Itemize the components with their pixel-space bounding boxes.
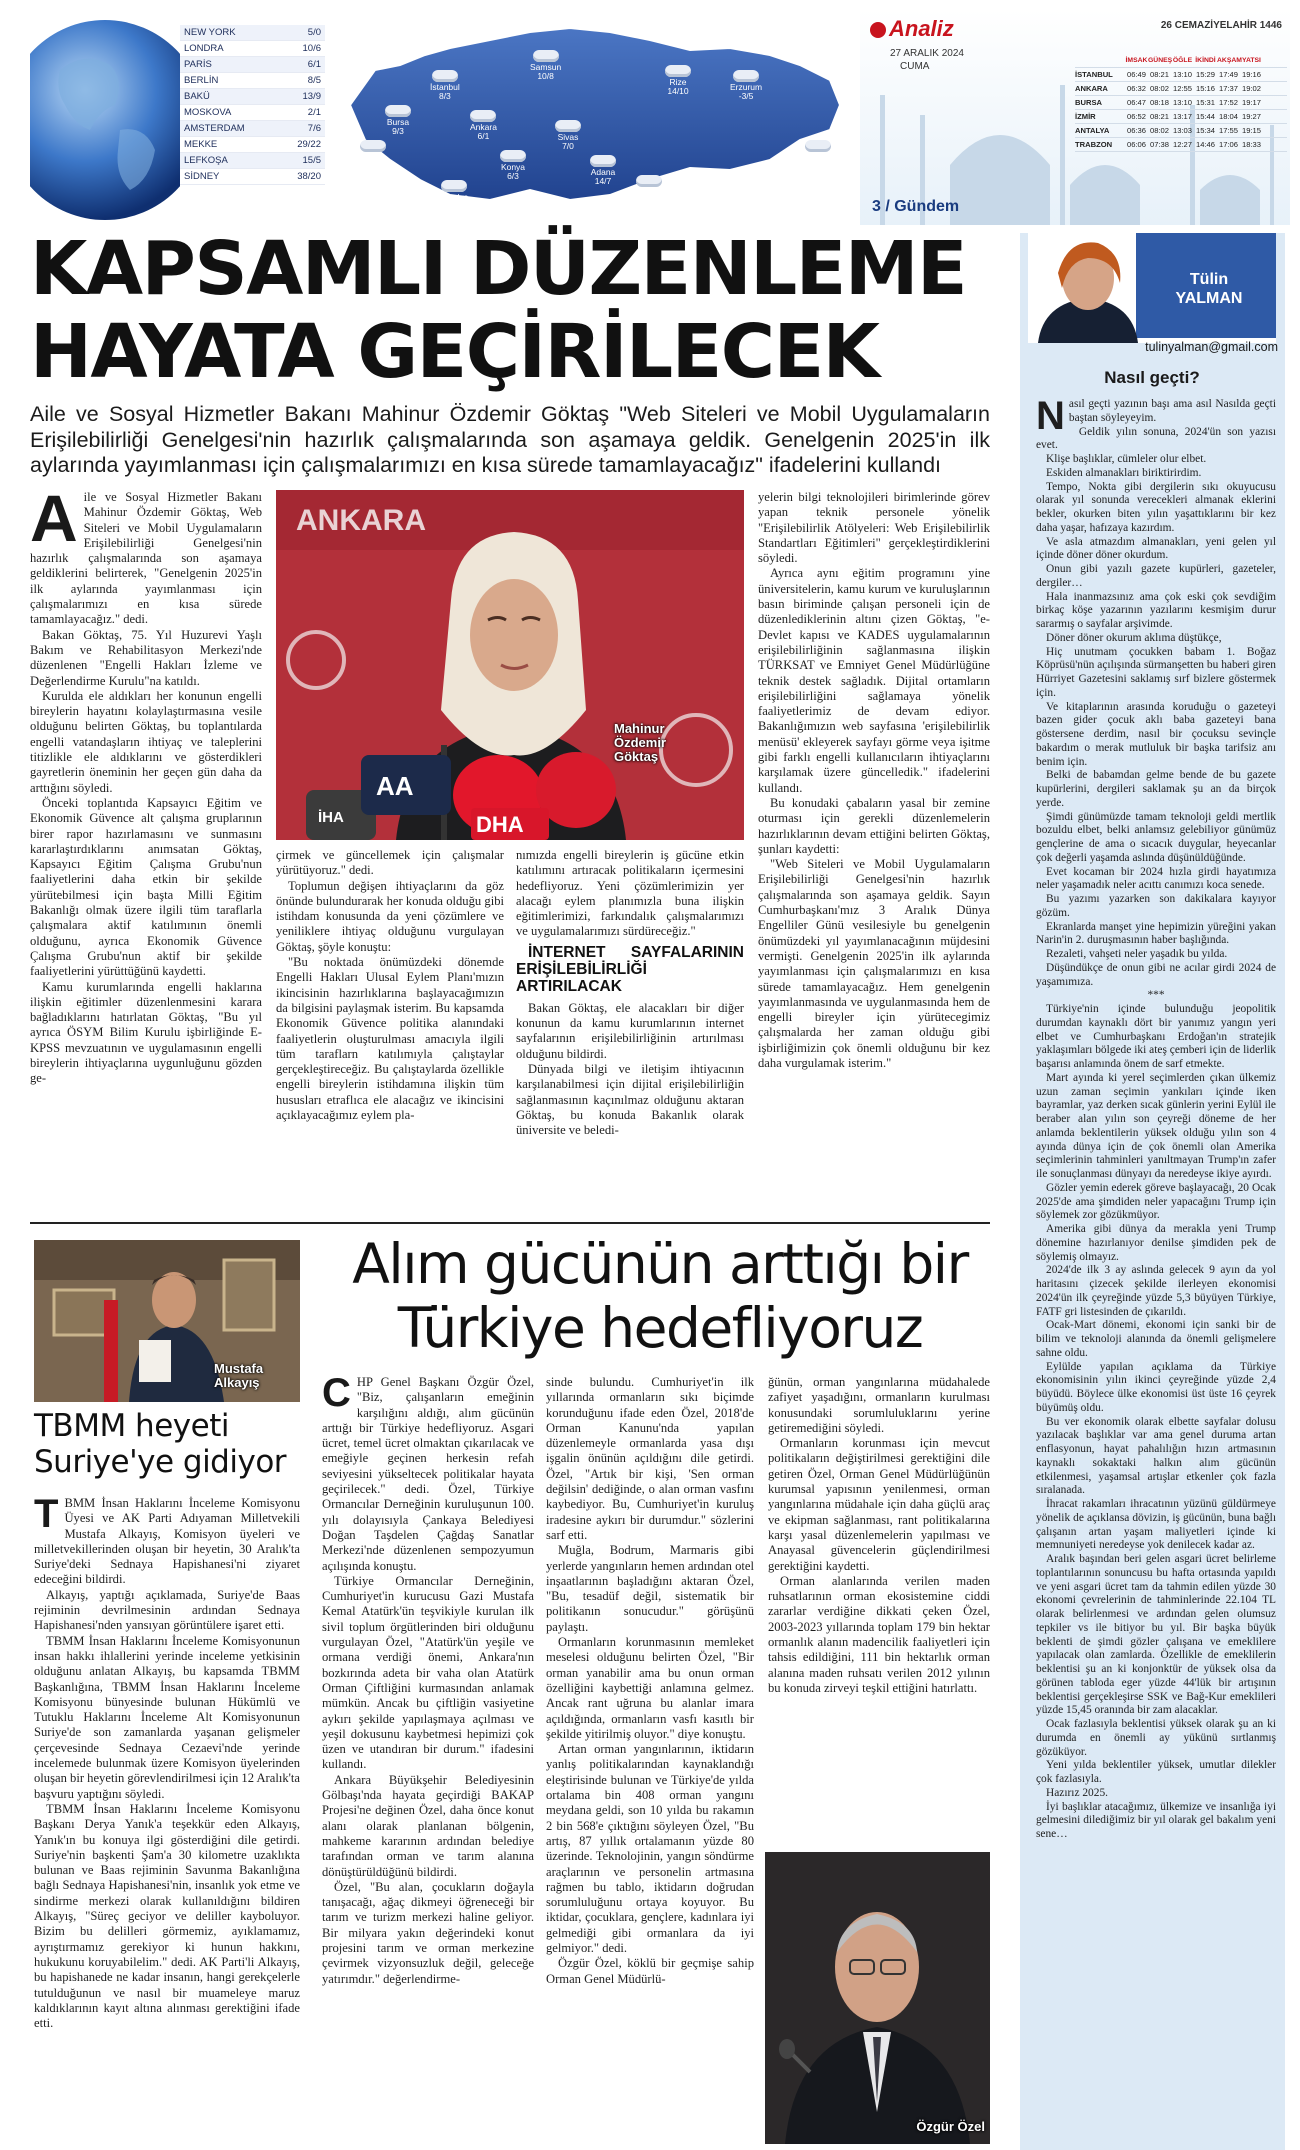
city-temp: 7/6 — [307, 123, 321, 134]
cloud-icon — [470, 110, 496, 122]
column-paragraph: İyi başlıklar atacağımız, ülkemize ve insanlığa iyi gelmesini dilediğimiz bir yıl olarak gel bakalım yeni sene… — [1036, 1800, 1276, 1840]
cloud-icon — [636, 175, 662, 187]
paragraph: "Web Siteleri ve Mobil Uygulamaların Erişilebilirliği Genelgesi'nin hazırlık çalışmalarında son aşamaya geldik. Sayın Cumhurbaşkanı'mız 3 Aralık Dünya Engelliler Günü vesilesiyle bu genelgenin önümüzdeki yıl yayımlanacağının müjdesini vermişti. Genelgenin 2025'in ilk aylarında yayımlanması için çalışmalarımızı en kısa sürede tamamlayacağız. Hem genelgenin yayımlanmasında ve uygulanmasında hem de engelli bireyler için yürütecegimiz çalışmalarda her zaman olduğu gibi işbirliğimizin çok önemli olduğunu bir kez daha vurgulamak isterim." — [758, 857, 990, 1070]
prayer-time-cell: 19:15 — [1241, 126, 1261, 135]
column-paragraph: Klişe başlıklar, cümleler olur elbet. — [1046, 453, 1207, 465]
map-city-temp: 6/3 — [507, 170, 519, 181]
prayer-table-row — [1075, 82, 1287, 96]
column-paragraph: *** — [1147, 989, 1165, 1002]
column-paragraph: Evet kocaman bir 2024 hızla girdi hayatımıza neler yaşamadık neler acıttı canımızı koca senede. — [1036, 865, 1276, 892]
map-city-label — [665, 65, 691, 96]
prayer-time-cell: 08:18 — [1149, 98, 1169, 107]
prayer-time-cell: 08:02 — [1149, 126, 1169, 135]
dropcap: C — [322, 1375, 351, 1415]
column-paragraph: Bu yazımı yazarken son dakikalara kayıyor gözüm. — [1036, 893, 1276, 919]
dropcap: A — [30, 490, 78, 555]
paragraph: Bu konudaki çabaların yasal bir zemine oturması için gerekli düzenlemelerin hazırlıklarının devam ettiğini belirten Göktaş, şunları kaydetti: — [758, 795, 990, 856]
map-city-label — [360, 140, 386, 171]
author-name — [1145, 270, 1273, 308]
paragraph: Toplumun değişen ihtiyaçlarını da göz önünde bulundurarak her konuda olduğu gibi istihdam konusunda da yeni çözümlere ve yeniliklere ihtiyaç olduğunu vurgulayan Göktaş, şöyle konuştu: — [276, 878, 504, 954]
column-paragraph: Belki de babamdan gelme bende de bu gazete kupürlerini, dergileri saklamak şu an da birçok yerde. — [1036, 769, 1276, 809]
main-headline-line1: KAPSAMLI DÜZENLEME — [30, 226, 967, 312]
cloud-icon — [432, 70, 458, 82]
city-name: MOSKOVA — [184, 107, 232, 118]
prayer-time-cell: 19:17 — [1241, 98, 1261, 107]
cloud-icon — [385, 105, 411, 117]
main-photo-caption: Mahinur Özdemir Göktaş — [614, 721, 667, 764]
issue-date — [890, 48, 964, 73]
prayer-time-cell: 08:21 — [1149, 112, 1169, 121]
prayer-table-row — [1075, 110, 1287, 124]
prayer-time-cell: 13:17 — [1172, 112, 1192, 121]
prayer-time-cell: 17:37 — [1218, 84, 1238, 93]
paragraph: Özel, "Bu alan, çocukların doğayla tanışacağı, ağaç dikmeyi öğreneceği bir tarım ve turizm merkezi haline geliyor. Bir milyara yakın değerindeki konut projesini tarım ve orman merkezine çevirmek vizyonsuzluk değil, geleceğe yatırımdır." değerlendirme- — [322, 1879, 534, 1986]
prayer-city: ANTALYA — [1075, 126, 1110, 135]
newspaper-logo — [870, 16, 954, 42]
tbmm-headline: TBMM heyeti Suriye'ye gidiyor — [34, 1408, 287, 1480]
main-story-column-1 — [30, 490, 262, 1205]
section-divider — [30, 1222, 990, 1224]
map-city-name: İzmir — [363, 152, 383, 162]
main-story-column-2 — [276, 848, 504, 1205]
paragraph: ile ve Sosyal Hizmetler Bakanı Mahinur Özdemir Göktaş, Web Siteleri ve Mobil Uygulamaların Erişilebilirliği Genelgesi'nin hazırlık çalışmalarında son aşamaya geldiklerini belirterek, "Genelgenin 2025'in ilk aylarında yayımlanması için çalışmalarımızı en kısa sürede tamamlayacağız." dedi. — [30, 490, 262, 627]
cloud-icon — [360, 140, 386, 152]
map-city-label — [500, 150, 526, 181]
paragraph: Orman alanlarında verilen maden ruhsatlarının orman ekosistemine ciddi zararlar verdiğine dikkati çeken Özel, 2003-2023 yıllarında toplam 179 bin hektar ormanlık alanın madencilik faaliyetleri için tahsis edildiğini, 111 bin hektarlık orman alanına maden ruhsatı verilen 2012 yılının bu konuda zirveyi teşkil ettiğini hatırlattı. — [768, 1573, 990, 1695]
mic-flag-aa: AA — [376, 771, 414, 801]
main-story-photo — [276, 490, 744, 840]
map-city-label — [440, 180, 468, 211]
minister-photo — [276, 490, 744, 840]
prayer-time-cell: 15:44 — [1195, 112, 1215, 121]
column-paragraph: Amerika gibi dünya da merakla yeni Trump dönemine hazırlanıyor denilse şimdiden pek de söylemiş olmayız. — [1036, 1223, 1276, 1263]
city-temp: 38/20 — [297, 171, 321, 182]
map-city-temp: 12/4 — [364, 160, 382, 171]
prayer-time-cell: 06:49 — [1126, 70, 1146, 79]
cloud-icon — [733, 70, 759, 82]
city-name: NEW YORK — [184, 27, 236, 38]
map-city-temp: 14/7 — [594, 175, 612, 186]
prayer-city: ANKARA — [1075, 84, 1108, 93]
paragraph: Muğla, Bodrum, Marmaris gibi yerlerde yangınların hemen ardından otel inşaatlarının başladığını aktaran Özel, "Bu, tesadüf değil, sistematik bir politikanın sonucudur." görüşünü paylaştı. — [546, 1543, 754, 1634]
map-city-temp: 10/8 — [537, 70, 554, 81]
ozel-headline-line2: Türkiye hedefliyoruz — [397, 1296, 923, 1360]
prayer-time-cell: 19:02 — [1241, 84, 1261, 93]
map-city-temp: 7/0 — [562, 140, 574, 151]
paragraph: Önceki toplantıda Kapsayıcı Eğitim ve Ekonomik Güvence alt çalışma gruplarının birer rapor hazırlamasını ve sunmasını kararlaştırdıklarını anımsatan Göktaş, Kapsayıcı Eğitim Çalışma Grubu'nun faaliyetlerini daha etkin bir şekilde yürütebilmesi için başta Milli Eğitim Bakanlığı olmak üzere ilgili tüm taraflarla çalışmalara aktif katılımının önemli olduğunu, ayrıca Ekonomik Güvence Çalışma Grubu'nun aktif bir şekilde faaliyetlerini yürüttüğünü kaydetti. — [30, 795, 262, 979]
ozel-headline — [330, 1232, 990, 1360]
main-story-column-3 — [516, 848, 744, 1205]
city-name: LEFKOŞA — [184, 155, 228, 166]
ozel-photo — [765, 1852, 990, 2144]
main-headline — [30, 228, 990, 394]
map-city-label — [430, 70, 460, 101]
column-paragraph: Hala inanmazsınız ama çok eski çok sevdiğim birkaç köşe yazarının yazılarını kesmişim durur sararmış o sayfalar arşivimde. — [1036, 590, 1276, 630]
column-paragraph: Ve kitaplarının arasında koruduğu o gazeteyi bazen gider çocuk aklı baba gazeteyi bana göstersene derdim, nasıl bir çocuksu sevinçle bakardım o merak mutluluk bir başka tarifsiz anı benim için. — [1036, 700, 1276, 768]
column-paragraph: Bu ver ekonomik olarak elbette sayfalar dolusu yazılacak başlıklar var ama genel duruma artan enflasyonun, hayat pahalılığın hızın artmasının kaynaklı sokaktaki halkın alım gücünün etkilenmesi, yaşamsal artışlar etkenler çok fazla sıralanada. — [1036, 1415, 1276, 1497]
map-city-name: Van — [810, 152, 826, 162]
map-city-name: Erzurum — [730, 82, 763, 92]
prayer-time-cell: 15:16 — [1195, 84, 1215, 93]
logo-text: Analiz — [889, 16, 954, 41]
paragraph: Bakan Göktaş, ele alacakları bir diğer konunun da kamu kurumlarının internet sayfalarının erişilebilirliğinin artırılması olduğunu bildirdi. — [516, 1000, 744, 1061]
map-city-label — [730, 70, 762, 101]
ozel-column-1 — [322, 1375, 534, 2145]
city-temp: 8/5 — [307, 75, 321, 86]
world-weather-row — [180, 57, 325, 73]
paragraph: Kurulda ele aldıkları her konunun engelli bireylerin hayatını kolaylaştırmasına vesile olduğunu belirten Göktaş, bu toplantılarda engelli vatandaşların ihtiyaç ve taleplerini titizlikle ele aldıklarını ve gösterdikleri gayretlerin öneminin her geçen gün daha da arttığını söyledi. — [30, 688, 262, 795]
prayer-time-cell: 17:06 — [1218, 140, 1238, 149]
map-city-name: İstanbul — [430, 82, 460, 92]
backdrop-text: ANKARA — [296, 504, 426, 537]
paragraph: Alkayış, yaptığı açıklamada, Suriye'de Baas rejiminin devrilmesinin ardından Sednaya Hapishanesi'nden yansıyan görüntülere işaret etti. — [34, 1587, 300, 1633]
main-story-column-4 — [758, 490, 990, 1205]
main-deck: Aile ve Sosyal Hizmetler Bakanı Mahinur Özdemir Göktaş "Web Siteleri ve Mobil Uygulamaların Erişilebilirliği Genelgesi'nin hazırlık çalışmalarında son aşamaya geldik. Genelgenin 2025'in ilk aylarında yayımlanması için çalışmalarımızı en kısa sürede tamamlayacağız" ifadelerini kullandı — [30, 402, 990, 477]
prayer-time-cell: 08:21 — [1149, 70, 1169, 79]
prayer-time-cell: 06:47 — [1126, 98, 1146, 107]
city-temp: 10/6 — [302, 43, 321, 54]
prayer-time-cell: 06:32 — [1126, 84, 1146, 93]
column-paragraph: Düşündükçe de onun gibi ne acılar girdi 2024 de yaşamımıza. — [1036, 961, 1276, 988]
prayer-time-cell: 17:52 — [1218, 98, 1238, 107]
column-paragraph: Aralık başından beri gelen asgari ücret belirleme toplantılarının sonuncusu bu hafta ortasında yapıldı ve yeni asgari ücret tam da tahmin edilen yüzde 30 ekonomi çevrelerinin de tahminlerinde 22.104 TL olarak belirlenmesi ve ardından gelen olumsuz tepkiler vs ile bitiyor bu yıl. Bir başka büyük beklenti de şimdi gözler çalışana ve emeklilere yapılacak olan zamlarda. Özellikle de emeklilerin beklentisi şu an ki konjonktür de yüksek olsa da görünen tabloda eger yüzde 44'lük bir artışının beklentisi gerçekleşirse SSK ve Bağ-Kur emeklileri yüzde 15,45 oranında bir zam alacaklar. — [1036, 1553, 1276, 1717]
city-temp: 2/1 — [307, 107, 321, 118]
prayer-time-cell: 08:02 — [1149, 84, 1169, 93]
ozel-column-2 — [546, 1375, 754, 2145]
column-paragraph: İhracat rakamları ihracatının yüzünü güldürmeye yönelik de açıklansa dövizin, iş gücünün, buna bağlı çalışanın artan yaşam maliyetleri içinde ki memnuniyeti neredeyse yok denilecek kadar az. — [1036, 1498, 1276, 1552]
paragraph: TBMM İnsan Haklarını İnceleme Komisyonu Başkanı Derya Yanık'a teşekkür eden Alkayış, Yanık'ın bu konuya ilgi gösterdiğini dile getirdi. Suriye'nin başkenti Şam'a 30 kilometre uzaklıkta bulunan ve Baas rejiminin Savunma Bakanlığına bağlı Sednaya Hapishanesi'nin, insanlık yok etme ve sindirme merkezi olarak kullanıldığını bildiren Alkayış, "Süreç geciyor ve deliller kayboluyor. Bizim bu delilleri görmemiz, ayıklamamız, ayrıştırmamız gerekiyor ki hunun hakkını, hukukunu koruyabilelim." dedi. AK Parti'li Alkayış, bu hapishanede ne kadar insanın, hangi gerekçelerle tutulduğunun ve nasıl bir muameleye maruz kaldıklarının kayıt altına alınması gerektiğini ifade etti. — [34, 1801, 300, 2031]
prayer-time-cell: 17:49 — [1218, 70, 1238, 79]
prayer-time-cell: 15:34 — [1195, 126, 1215, 135]
column-paragraph: Geldik yılın sonuna, 2024'ün son yazısı evet. — [1036, 425, 1276, 452]
city-temp: 6/1 — [307, 59, 321, 70]
paragraph: Dünyada bilgi ve iletişim ihtiyacının karşılanabilmesi için dijital erişilebilirliğin sağlanmasının kaçınılmaz olduğunu aktaran Göktaş, bu konuda Bakanlık olarak üniversite ve beledi- — [516, 1061, 744, 1138]
cloud-icon — [590, 155, 616, 167]
map-city-label — [805, 140, 831, 171]
world-weather-row — [180, 73, 325, 89]
portrait-photo — [765, 1852, 990, 2144]
map-city-name: Sivas — [557, 132, 579, 142]
prayer-header-cell: İKİNDİ — [1195, 57, 1216, 64]
day-text: CUMA — [900, 60, 930, 72]
prayer-table-row — [1075, 96, 1287, 110]
column-paragraph: 2024'de ilk 3 ay aslında gelecek 9 ayın da yol haritasını çizecek şekilde ilerleyen ekonomisi 2024'ün ilk çeyreğinde yüzde 5,3 büyüyen Türkiye, FATF gri listesinden de çıkarıldı. — [1036, 1264, 1276, 1318]
prayer-table-row — [1075, 138, 1287, 152]
paragraph: sinde bulundu. Cumhuriyet'in ilk yıllarında ormanların sıkı biçimde korunduğunu ifade eden Özel, 2018'de Orman Kanunu'nda yapılan düzenlemeyle ormanlarda yasa dışı işgalin önünün açıldığını dile getirdi. Özel, "Artık bir kişi, 'Sen orman değilsin' dediğinde, o alan orman vasfını kaybediyor. Bu, Cumhuriyet'in kuruluş iradesine aykırı bir durumdur." sözlerini sarf etti. — [546, 1375, 754, 1542]
world-weather-row — [180, 105, 325, 121]
paragraph: Ayrıca aynı eğitim programını yine üniversitelerin, kamu kurum ve kuruluşlarının basın biriminde çalışan personeli için de düzenlediklerinin altını çizen Göktaş, "e-Devlet kapısı ve KADES uygulamalarının erişilebilirliğinin sağlanmasına ilişkin TÜRKSAT ve Emniyet Genel Müdürlüğüne teknik destek sağladık. Dijital ortamların erişilebilirliğini sağlamaya yönelik faaliyetlerimiz de devam ediyor. Bakanlığımızın web sayfasına 'erişilebilirlik menüsü' ekleyerek sayfayı görme veya işitme gibi farklı engelli kullanıcıların ihtiyaçlarını karşılamak üzere güncelledik." ifadelerini kullandı. — [758, 566, 990, 795]
column-paragraph: Hiç unutmam çocukken babam 1. Boğaz Köprüsü'nün açılışında sürmanşetten bu haberi giren Hürriyet Gazetesini saklamış sırf bizlere göstermek için. — [1036, 645, 1276, 699]
map-city-name: Konya — [500, 162, 526, 172]
map-city-temp: 9/4 — [643, 195, 656, 206]
prayer-time-cell: 18:04 — [1218, 112, 1238, 121]
prayer-time-cell: 19:27 — [1241, 112, 1261, 121]
prayer-city: İZMİR — [1075, 112, 1096, 121]
city-temp: 29/22 — [297, 139, 321, 150]
world-weather-row — [180, 121, 325, 137]
logo-mark-icon — [870, 22, 886, 38]
prayer-time-cell: 13:10 — [1172, 98, 1192, 107]
prayer-header-cell: ÖĞLE — [1172, 57, 1193, 64]
tbmm-story-body — [34, 1496, 300, 2146]
column-paragraph: Yeni yılda beklentiler yüksek, umutlar dilekler çok fazlasıyla. — [1036, 1759, 1276, 1785]
city-name: PARİS — [184, 59, 212, 70]
map-city-name: Samsun — [530, 62, 562, 72]
paragraph: Bakan Göktaş, 75. Yıl Huzurevi Yaşlı Bakım ve Rehabilitasyon Merkezi'nde düzenlenen "Engelli Hakları İzleme ve Değerlendirme Kurulu"na katıldı. — [30, 627, 262, 688]
paragraph-text: asıl geçti yazının başı ama asıl Nasılda geçti baştan söyleyeyim. — [1068, 398, 1276, 424]
prayer-header-cell: GÜNEŞ — [1148, 57, 1173, 64]
column-paragraph: Türkiye'nin içinde bulunduğu jeopolitik durumdan kaynaklı dört bir yanımız yangın yeri elbet ve Cumhurbaşkanı Erdoğan'ın stratejik yaklaşımları bölgede iki ateş çemberi için de liderlik başarısı anlamında önem de sarf etmekte. — [1036, 1003, 1276, 1070]
map-city-label — [470, 110, 497, 141]
dropcap: T — [34, 1496, 59, 1536]
prayer-table-row — [1075, 68, 1287, 82]
cloud-icon — [665, 65, 691, 77]
map-city-temp: 16/10 — [443, 200, 465, 211]
column-paragraph: Rezaleti, vahşeti neler yaşadık bu yılda. — [1046, 948, 1228, 960]
globe-icon — [30, 10, 180, 225]
map-city-temp: 14/10 — [667, 85, 689, 96]
map-city-temp: 7/-3 — [810, 160, 826, 171]
map-city-temp: 6/1 — [477, 130, 490, 141]
world-weather-row — [180, 137, 325, 153]
column-paragraph: Hazırız 2025. — [1046, 1786, 1108, 1799]
prayer-time-cell: 06:06 — [1126, 140, 1146, 149]
prayer-city: İSTANBUL — [1075, 70, 1113, 79]
map-city-label — [555, 120, 581, 151]
city-name: MEKKE — [184, 139, 218, 150]
section-subhead: İNTERNET SAYFALARININ ERİŞİLEBİLİRLİĞİ ARTIRILACAK — [516, 943, 744, 995]
paragraph: Türkiye Ormancılar Derneğinin, Cumhuriyet'in kurucusu Gazi Mustafa Kemal Atatürk'ün teşvikiyle kurulan ilk sivil toplum örgütlerinden biri olduğunu vurgulayan Özel, "Atatürk'ün yeşile ve ormana verdiği önemi, Ankara'nın bozkırında adeta bir vaha olan Atatürk Orman Çiftliğini kurmasından anlamak mümkün. Ancak bu çiftliğin vasiyetine aykırı şekilde yapılaşmaya açılması ve yeşil dokusunu kaybetmesi hepimizi çok üzen ve utandıran bir durum." ifadesini kullandı. — [322, 1573, 534, 1772]
paragraph: "Bu noktada önümüzdeki dönemde Engelli Hakları Ulusal Eylem Planı'mızın ikincisinin hazırlıklarına başlayacağımızın da bilgisini paylaşmak isterim. Bu kapsamda Ekonomik Güvence politika alanındaki faaliyetlerin oluşturulması amacıyla ilgili tüm taraflarn katılımıyla çalıştaylar gerçekleştireceğiz. Bu çalıştaylarda özellikle engelli bireylerin istihdamına ilişkin tüm hususları etraflıca ele alacağız ve ikincisini açıklayacağımız eylem pla- — [276, 955, 504, 1123]
paragraph: Artan orman yangınlarının, iktidarın yanlış politikalarından kaynaklandığı eleştirisinde bulunan ve Türkiye'de yılda ortalama bin 408 orman yangını meydana geldi, son 10 yılda bu rakamın 2 bin 568'e çıktığını söyleyen Özel, "Bu artış, 87 yıllık ortalamanın yüzde 80 üzerinde. Teknolojinin, yangın söndürme araçlarının ve personelin artmasına rağmen bu tablo, iktidarın doğrudan sorumluluğunu ortaya koyuyor. Bu iktidar, çocuklara, gençlere, kadınlara iyi gelmediği gibi ormanlara da iyi gelmiyor." dedi. — [546, 1742, 754, 1955]
prayer-time-cell: 12:55 — [1172, 84, 1192, 93]
column-paragraph: Ekranlarda manşet yine hepimizin yüreğini yakan Narin'in 2. duruşmasının haber başlığında. — [1036, 920, 1276, 947]
prayer-table-row — [1075, 124, 1287, 138]
cloud-icon — [441, 180, 467, 192]
paragraph: Ormanların korunması için mevcut politikaların değiştirilmesi gerektiğini dile getiren Özel, Orman Genel Müdürlüğünün kurumsal yapısının yenilenmesi, orman yangınlarına müdahale için daha güçlü araç ve ekipman sağlanması, rant politikalarına karşı yasal düzenlemelerin yapılması ve Anayasal güvencelerin güçlendirilmesi gerektiğini kaydetti. — [768, 1436, 990, 1573]
column-paragraph: Tempo, Nokta gibi dergilerin sıkı okuyucusu olarak yıl sonunda verecekleri almanak eklerini bekler, okurken biten yılın yaşattıklarını bir kez daha yaşar, hafızaya kazırdım. — [1036, 480, 1276, 534]
main-headline-line2: HAYATA GEÇİRİLECEK — [30, 309, 879, 395]
cloud-icon — [555, 120, 581, 132]
paragraph: HP Genel Başkanı Özgür Özel, "Biz, çalışanların emeğinin karşılığını aldığı, alım gücünün arttığı bir Türkiye hedefliyoruz. Asgari ücret, temel ücret olmaktan çıkarılacak ve emeğiyle geçinen herkesin refah seviyesini yükseltecek politikalar hayata geçirilecek." dedi. Özel, Türkiye Ormancılar Derneğinin kuruluşunun 100. yılı dolayısıyla Çankaya Belediyesi Doğan Taşdelen Çağdaş Sanatlar Merkezi'nde düzenlenen sempozyumun açılışında konuştu. — [322, 1375, 534, 1573]
world-weather-row — [180, 153, 325, 169]
paragraph: yelerin bilgi teknolojileri birimlerinde görev yapan teknik personele yönelik "Erişilebilirlik Atölyeleri: Web Erişilebilirlik Standartları Eğitimleri" gerçekleştirdiklerini söyledi. — [758, 490, 990, 566]
ozel-photo-caption: Özgür Özel — [916, 2119, 985, 2134]
column-title: Nasıl geçti? — [1104, 368, 1200, 387]
date-text: 27 ARALIK 2024 — [890, 48, 964, 59]
map-city-label — [385, 105, 411, 136]
mic-flag-iha: İHA — [318, 809, 344, 826]
column-paragraph: Eskiden almanakları biriktirirdim. — [1046, 466, 1202, 479]
mic-flag-dha: DHA — [476, 812, 524, 837]
prayer-time-cell: 06:36 — [1126, 126, 1146, 135]
map-city-temp: 8/3 — [438, 90, 451, 101]
map-city-name: Diyarbakır — [630, 187, 669, 197]
prayer-time-cell: 12:27 — [1172, 140, 1192, 149]
ozel-headline-line1: Alım gücünün arttığı bir — [352, 1232, 968, 1296]
prayer-times-table — [1075, 54, 1287, 152]
map-city-label — [590, 155, 616, 186]
column-paragraph: Onun gibi yazılı gazete kupürleri, gazeteler, dergiler… — [1036, 563, 1276, 589]
masthead-prayer-times — [860, 10, 1290, 225]
author-last-name: YALMAN — [1175, 290, 1243, 307]
prayer-table-header — [1075, 54, 1287, 68]
paragraph: çirmek ve güncellemek için çalışmalar yürütüyoruz." dedi. — [276, 848, 504, 878]
prayer-time-cell: 18:33 — [1241, 140, 1261, 149]
cloud-icon — [805, 140, 831, 152]
cloud-icon — [533, 50, 559, 62]
city-temp: 13/9 — [302, 91, 321, 102]
dropcap: N — [1036, 398, 1065, 438]
hijri-date: 26 CEMAZİYELAHİR 1446 — [1160, 20, 1282, 31]
city-temp: 5/0 — [307, 27, 321, 38]
prayer-time-cell: 06:52 — [1126, 112, 1146, 121]
map-city-name: Ankara — [470, 122, 497, 132]
map-city-temp: -3/5 — [738, 90, 754, 101]
city-name: BERLİN — [184, 75, 219, 86]
paragraph: TBMM İnsan Haklarını İnceleme Komisyonunun insan hakkı ihlallerini yerinde inceleme yetkisinin olduğunu anlatan Alkayış, bu kapsamda TBMM Başkanlığına, TBMM İnsan Haklarını İnceleme Komisyonu bünyesinde bulunan Hükümlü ve Tutuklu Haklarını İnceleme Alt Komisyonunun Suriye'de son zamanlarda yaşanan gelişmeler çerçevesinde Sednaya Cezaevi'nde yerinde incelemede bulunmak üzere Komisyon üyelerinden oluşan bir heyetin görevlendirilmesi için 12 Aralık'ta başvuru yaptığını söyledi. — [34, 1633, 300, 1801]
paragraph: Ormanların korunmasının memleket meselesi olduğunu belirten Özel, "Bir orman yanabilir ama bu onun orman özelliğini kaybettiği anlamına gelmez. Ancak rant uğruna bu alanlar imara açıldığında, ormanların vasfı kasıtlı bir şekilde yitirilmiş oluyor." diye konuştu. — [546, 1635, 754, 1741]
world-weather-row — [180, 89, 325, 105]
column-paragraph: Mart ayında ki yerel seçimlerden çıkan ülkemiz uzun zaman seçimin yankıları içinde iken bayramlar, yaz derken sıcak günlerin yerini Eylül ile beraber alan yılın son çeyreği döneme de her anlamda beklentilerin yüksek olduğu yılın son 4 ayında dünya için de çok önemli olan Amerika seçimlerinin tahminleri yanıltmayan Trump'ın zafer ile sonuçlanması dünyayı da neredeyse ikiye ayırdı. — [1036, 1071, 1276, 1180]
prayer-header-cell: İMSAK — [1125, 57, 1148, 64]
opinion-column-body — [1036, 398, 1276, 2143]
map-city-label — [630, 175, 669, 206]
column-paragraph: Gözler yemin ederek göreve başlayacağı, 20 Ocak 2025'de ama şimdiden neler yapacağını Trump için söylemek zor gözükmüyor. — [1036, 1181, 1276, 1222]
world-weather-list — [180, 25, 325, 205]
map-city-name: Bursa — [386, 117, 410, 127]
cloud-icon — [500, 150, 526, 162]
map-city-label — [530, 50, 561, 81]
prayer-time-cell: 07:38 — [1149, 140, 1169, 149]
column-paragraph: Ocak fazlasıyla beklentisi yüksek olarak şu an ki durumda en önemli ay yükünü sırtlanmış gözüküyor. — [1036, 1718, 1276, 1758]
map-city-name: Adana — [590, 167, 616, 177]
prayer-header-cell: AKŞAM — [1217, 57, 1242, 64]
prayer-time-cell: 13:10 — [1172, 70, 1192, 79]
page-section-label: 3 / Gündem — [872, 198, 960, 215]
map-city-temp: 9/3 — [392, 125, 404, 136]
column-paragraph: Eylülde yapılan açıklama da Türkiye ekonomisinin yılın ikinci çeyreğinde yüzde 2,4 büyüdü. Böylece ülke ekonomisi üst üste 16 çeyrek büyümüş oldu. — [1036, 1360, 1276, 1414]
column-paragraph: Ve asla atmazdım almanakları, yeni gelen yıl içinde döner döner okurdum. — [1036, 535, 1276, 562]
paragraph: Kamu kurumlarında engelli haklarına ilişkin eğitimler düzenlenmesini karara bağladıklarını hatırlatan Göktaş, "Bu yıl ayrıca ÖSYM Bilim Kurulu işbirliğinde E-KPSS mevzuatının ve uygulamasının engelli bireylerin ihtiyaçlarına uygunluğunu gözden ge- — [30, 979, 262, 1086]
weather-banner — [30, 10, 1290, 225]
paragraph: Ankara Büyükşehir Belediyesinin Gölbaşı'nda hayata geçirdiği BAKAP Projesi'ne değinen Özel, daha önce konut alanı olarak planlanan bölgenin, mahkeme kararının ardından belediye tarafından orman ve tarım alanına dönüştürüldüğünü bildirdi. — [322, 1772, 534, 1879]
prayer-city: BURSA — [1075, 98, 1103, 107]
alkayis-photo — [34, 1240, 300, 1402]
author-email[interactable]: tulinyalman@gmail.com — [1145, 340, 1278, 354]
paragraph: nımızda engelli bireylerin iş gücüne etkin katılımını artıracak politikaların içermesini hedefliyoruz. Yeni çözümlerimizin yer alacağı eylem planımızla buna ilişkin eğitimlerimizi, farkındalık çalışmalarımızı ve uygulamalarımızı sürdüreceğiz." — [516, 848, 744, 939]
city-name: LONDRA — [184, 43, 224, 54]
world-weather-row — [180, 169, 325, 185]
city-name: BAKÜ — [184, 91, 210, 102]
city-temp: 15/5 — [302, 155, 321, 166]
column-paragraph: Şimdi günümüzde tamam teknoloji geldi mertlik bozuldu elbet, belki anlamsız gelebiliyor günümüz gençlerine de ama o sıcacık duygular, heyecanlar çok değerli yaşamda aslında düşünüldüğünde. — [1036, 810, 1276, 864]
prayer-header-cell: YATSI — [1242, 57, 1261, 64]
city-name: AMSTERDAM — [184, 123, 245, 134]
prayer-time-cell: 19:16 — [1241, 70, 1261, 79]
prayer-time-cell: 13:03 — [1172, 126, 1192, 135]
city-name: SİDNEY — [184, 171, 220, 182]
paragraph: Özgür Özel, köklü bir geçmişe sahip Orman Genel Müdürlü- — [546, 1956, 754, 1986]
paragraph: ğünün, orman yangınlarına müdahalede zafiyet yaşadığını, ormanların kurulması konusundaki sorumluluklarını yerine getiremediğini söyledi. — [768, 1375, 990, 1435]
prayer-time-cell: 17:55 — [1218, 126, 1238, 135]
paragraph: BMM İnsan Haklarını İnceleme Komisyonu Üyesi ve AK Parti Adıyaman Milletvekili Mustafa Alkayış, Komisyon üyeleri ve milletvekillerinden oluşan bir heyetin, 30 Aralık'ta Suriye'deki Sednaya Hapishanesi'ni ziyaret edeceğini bildirdi. — [34, 1496, 300, 1587]
column-paragraph — [1036, 398, 1276, 438]
prayer-city: TRABZON — [1075, 140, 1113, 149]
column-paragraph: Döner döner okurum aklıma düştükçe, — [1046, 631, 1222, 644]
author-first-name: Tülin — [1189, 271, 1229, 288]
column-paragraph: Ocak-Mart dönemi, ekonomi için sanki bir de bilim ve teknoloji alanında da önemli gelişmelere sahne oldu. — [1036, 1319, 1276, 1359]
alkayis-photo-caption: Mustafa Alkayış — [214, 1361, 264, 1390]
map-city-name: Antalya — [440, 192, 469, 202]
prayer-time-cell: 15:31 — [1195, 98, 1215, 107]
prayer-time-cell: 15:29 — [1195, 70, 1215, 79]
world-weather-row — [180, 41, 325, 57]
prayer-time-cell: 14:46 — [1195, 140, 1215, 149]
map-city-name: Rize — [669, 77, 687, 87]
world-weather-row — [180, 25, 325, 41]
ozel-column-3 — [768, 1375, 990, 1845]
